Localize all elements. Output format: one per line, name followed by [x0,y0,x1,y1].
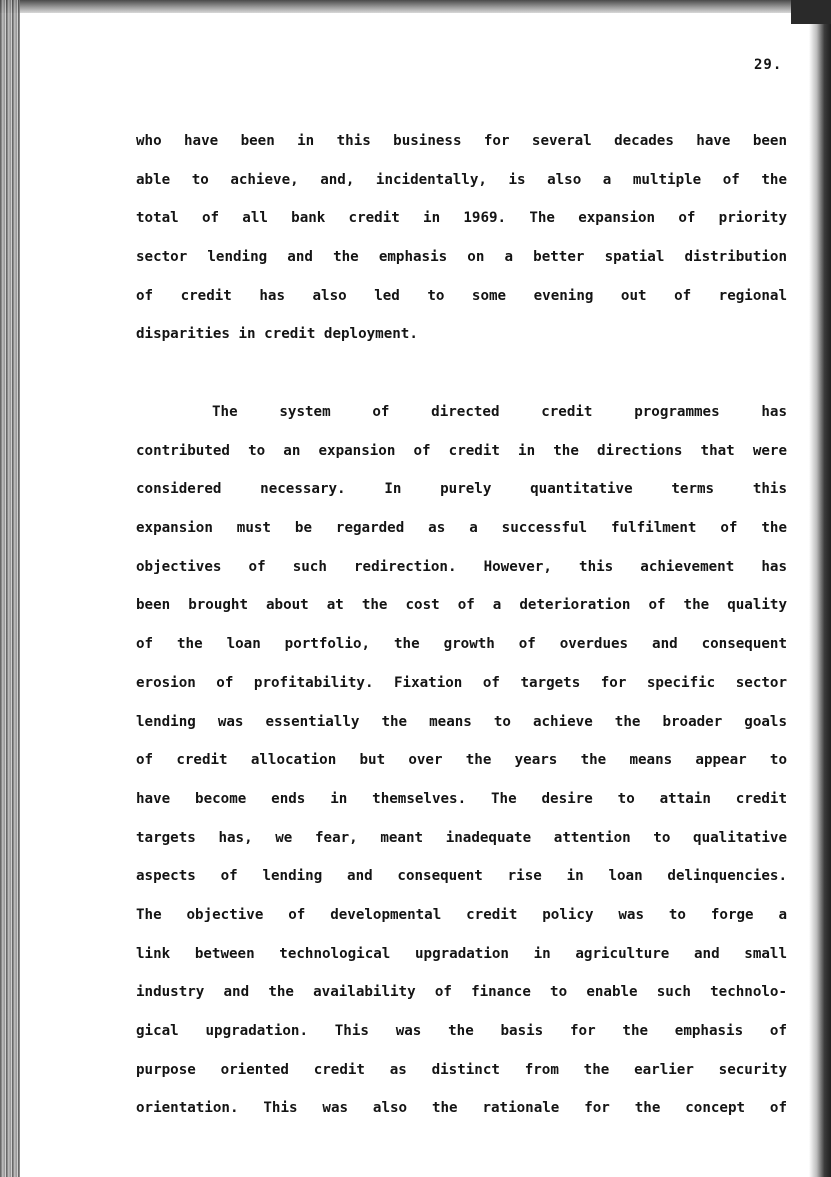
text-line: gical upgradation. This was the basis for the emphasis of [136,1023,787,1039]
text-line: have become ends in themselves. The desire to attain credit [136,790,787,807]
text-line: considered necessary. In purely quantitative terms this [136,481,787,498]
scan-corner-shadow [791,0,831,24]
text-line: lending was essentially the means to achieve the broader goals [136,713,787,730]
text-line: been brought about at the cost of a deterioration of the quality [136,597,787,614]
text-line: objectives of such redirection. However, this achievement has [136,558,787,575]
text-line: disparities in credit deployment. [136,326,418,343]
text-line: link between technological upgradation in agriculture and small [136,945,787,962]
text-line: contributed to an expansion of credit in the directions that were [136,442,787,459]
book-binding-edge [0,0,20,1177]
text-line: purpose oriented credit as distinct from the earlier security [136,1061,787,1078]
paragraph-1 [136,130,787,362]
text-line: total of all bank credit in 1969. The expansion of priority [136,210,787,227]
paragraph-2 [136,401,787,1136]
text-line: The system of directed credit programmes has [212,404,787,420]
text-line: erosion of profitability. Fixation of targets for specific sector [136,674,787,691]
text-line: sector lending and the emphasis on a better spatial distribution [136,249,787,266]
text-line: aspects of lending and consequent rise in loan delinquencies. [136,868,787,885]
text-line: The objective of developmental credit policy was to forge a [136,906,787,923]
text-line: industry and the availability of finance to enable such technolo- [136,984,787,1001]
text-line: expansion must be regarded as a successful fulfilment of the [136,520,787,537]
text-line: of credit allocation but over the years the means appear to [136,752,787,769]
text-line: of the loan portfolio, the growth of overdues and consequent [136,636,787,653]
scan-top-edge [0,0,831,13]
text-line: of credit has also led to some evening out of regional [136,287,787,304]
text-line: orientation. This was also the rationale for the concept of [136,1100,787,1117]
text-line: able to achieve, and, incidentally, is also a multiple of the [136,171,787,188]
text-line: who have been in this business for several decades have been [136,133,787,149]
scan-right-edge [809,0,831,1177]
page-number: 29. [754,57,783,73]
text-line: targets has, we fear, meant inadequate attention to qualitative [136,829,787,846]
